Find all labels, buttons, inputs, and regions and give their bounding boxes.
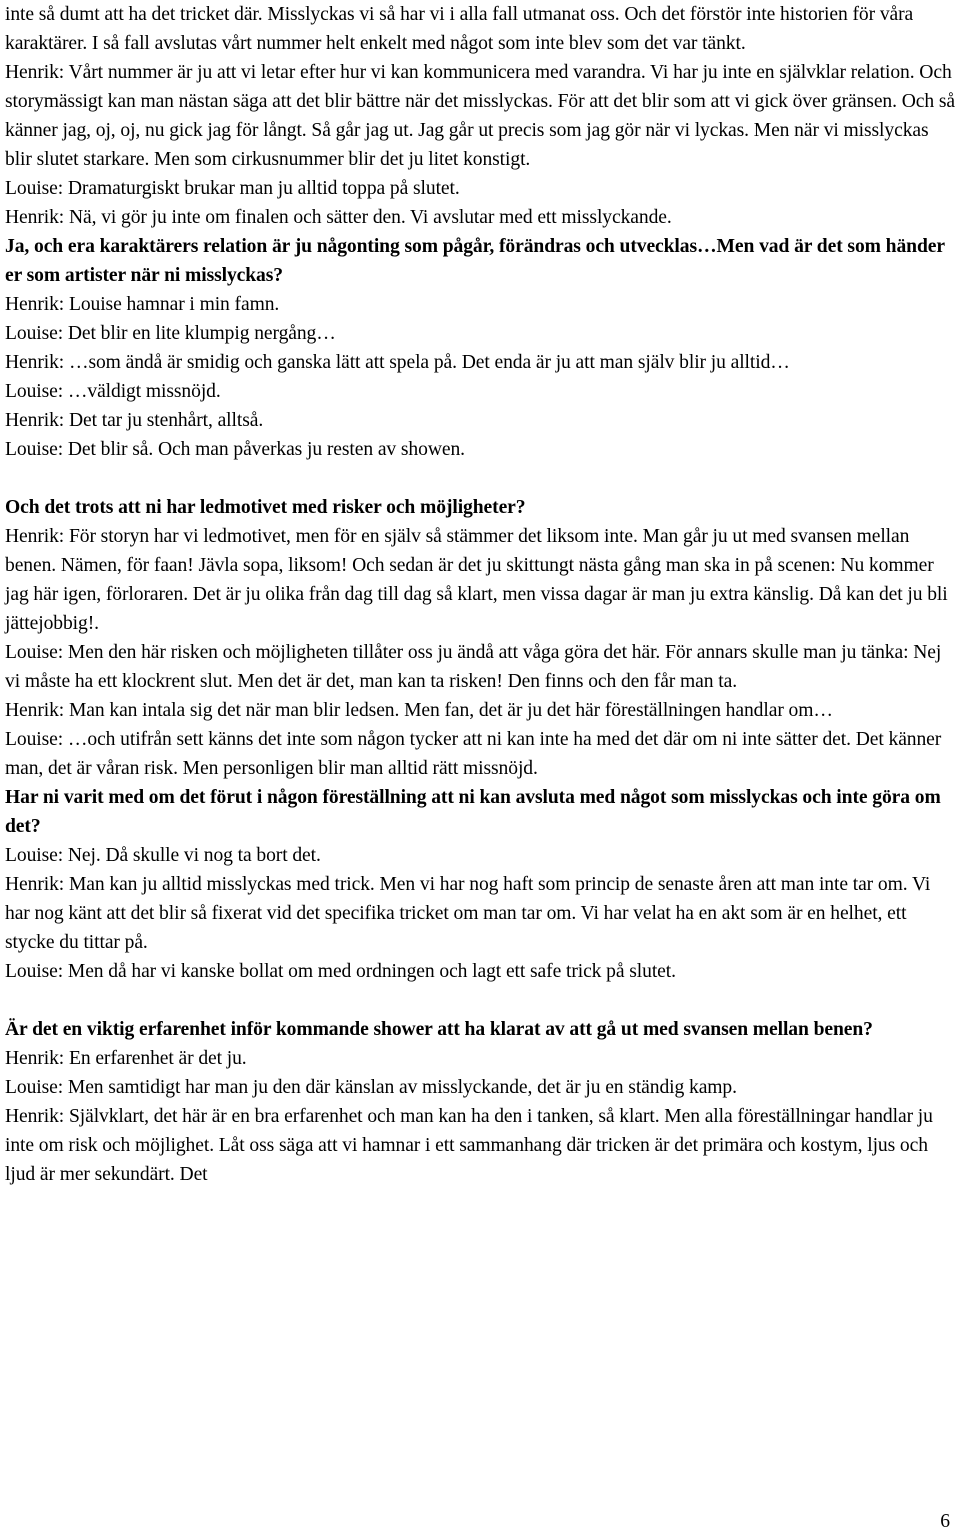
dialogue-line xyxy=(5,319,957,348)
speaker-name: Louise: xyxy=(5,323,64,344)
dialogue-line xyxy=(5,957,957,986)
dialogue-line xyxy=(5,406,957,435)
dialogue-text: Vårt nummer är ju att vi letar efter hur vi kan kommunicera med varandra. Vi har ju inte en självklar relation. Och storymässigt kan man nästan säga att det blir bättre när det misslyckas. För att det blir som att vi gick över gränsen. Och så känner jag, oj, oj, nu gick jag för långt. Så går jag ut. Jag går ut precis som jag gör när vi lyckas. Men när vi misslyckas blir slutet starkare. Men som cirkusnummer blir det ju litet konstigt. xyxy=(5,62,955,170)
dialogue-line xyxy=(5,290,957,319)
dialogue-text: Men samtidigt har man ju den där känslan av misslyckande, det är ju en ständig kamp. xyxy=(63,1077,737,1098)
paragraph-gap xyxy=(5,986,957,1015)
dialogue-line xyxy=(5,696,957,725)
dialogue-text: För storyn har vi ledmotivet, men för en själv så stämmer det liksom inte. Man går ju ut med svansen mellan benen. Nämen, för faan! Jävla sopa, liksom! Och sedan är det ju skittungt nästa gång man ska in på scenen: Nu kommer jag här igen, förloraren. Det är ju olika från dag till dag så klart, men vissa dagar är man ju extra känslig. Då kan det ju bli jättejobbig!. xyxy=(5,526,948,634)
speaker-name: Louise: xyxy=(5,845,64,866)
dialogue-text: Louise hamnar i min famn. xyxy=(64,294,280,315)
speaker-name: Louise: xyxy=(5,729,64,750)
speaker-name: Louise: xyxy=(5,961,64,982)
dialogue-line xyxy=(5,522,957,638)
dialogue-text: …som ändå är smidig och ganska lätt att spela på. Det enda är ju att man själv blir ju alltid… xyxy=(64,352,790,373)
speaker-name: Louise: xyxy=(5,642,64,663)
interview-question: Ja, och era karaktärers relation är ju någonting som pågår, förändras och utvecklas…Men vad är det som händer er som artister när ni misslyckas? xyxy=(5,236,945,286)
speaker-name: Henrik: xyxy=(5,352,65,373)
dialogue-line xyxy=(5,348,957,377)
body-paragraph: inte så dumt att ha det tricket där. Misslyckas vi så har vi i alla fall utmanat oss. Och det förstör inte historien för våra karaktärer. I så fall avslutas vårt nummer helt enkelt med något som inte blev som det var tänkt. xyxy=(5,4,914,54)
dialogue-text: En erfarenhet är det ju. xyxy=(64,1048,247,1069)
dialogue-text: Det blir så. Och man påverkas ju resten av showen. xyxy=(63,439,465,460)
speaker-name: Henrik: xyxy=(5,1106,65,1127)
dialogue-text: Dramaturgiskt brukar man ju alltid toppa på slutet. xyxy=(63,178,460,199)
speaker-name: Henrik: xyxy=(5,874,65,895)
speaker-name: Henrik: xyxy=(5,294,65,315)
speaker-name: Henrik: xyxy=(5,700,65,721)
interview-question: Är det en viktig erfarenhet inför kommande shower att ha klarat av att gå ut med svansen mellan benen? xyxy=(5,1019,873,1040)
dialogue-text: Men då har vi kanske bollat om med ordningen och lagt ett safe trick på slutet. xyxy=(63,961,676,982)
page-number: 6 xyxy=(940,1511,950,1532)
dialogue-line xyxy=(5,870,957,957)
dialogue-text: Man kan intala sig det när man blir ledsen. Men fan, det är ju det här föreställningen handlar om… xyxy=(64,700,833,721)
dialogue-line xyxy=(5,174,957,203)
speaker-name: Henrik: xyxy=(5,62,65,83)
dialogue-line xyxy=(5,58,957,174)
document-body xyxy=(5,0,957,1189)
dialogue-line xyxy=(5,638,957,696)
dialogue-text: Nej. Då skulle vi nog ta bort det. xyxy=(63,845,321,866)
interview-question: Och det trots att ni har ledmotivet med risker och möjligheter? xyxy=(5,497,526,518)
dialogue-text: Nä, vi gör ju inte om finalen och sätter den. Vi avslutar med ett misslyckande. xyxy=(64,207,672,228)
speaker-name: Henrik: xyxy=(5,526,65,547)
interview-question: Har ni varit med om det förut i någon föreställning att ni kan avsluta med något som misslyckas och inte göra om det? xyxy=(5,787,941,837)
speaker-name: Louise: xyxy=(5,178,64,199)
dialogue-text: …väldigt missnöjd. xyxy=(63,381,221,402)
dialogue-text: Självklart, det här är en bra erfarenhet och man kan ha den i tanken, så klart. Men alla föreställningar handlar ju inte om risk och möjlighet. Låt oss säga att vi hamnar i ett sammanhang där tricken är det primära och kostym, ljus och ljud är mer sekundärt. Det xyxy=(5,1106,933,1185)
speaker-name: Louise: xyxy=(5,439,64,460)
speaker-name: Henrik: xyxy=(5,1048,65,1069)
dialogue-line xyxy=(5,1044,957,1073)
speaker-name: Henrik: xyxy=(5,410,65,431)
dialogue-line xyxy=(5,377,957,406)
dialogue-line xyxy=(5,725,957,783)
dialogue-line xyxy=(5,841,957,870)
dialogue-line xyxy=(5,435,957,464)
speaker-name: Louise: xyxy=(5,1077,64,1098)
speaker-name: Louise: xyxy=(5,381,64,402)
paragraph-gap xyxy=(5,464,957,493)
dialogue-text: Man kan ju alltid misslyckas med trick. Men vi har nog haft som princip de senaste åren att man inte tar om. Vi har nog känt att det blir så fixerat vid det specifika tricket om man tar om. Vi har velat ha en akt som är en helhet, ett stycke du tittar på. xyxy=(5,874,931,953)
dialogue-text: …och utifrån sett känns det inte som någon tycker att ni kan inte ha med det där om ni inte sätter det. Det känner man, det är våran risk. Men personligen blir man alltid rätt missnöjd. xyxy=(5,729,942,779)
dialogue-text: Det tar ju stenhårt, alltså. xyxy=(64,410,264,431)
dialogue-line xyxy=(5,1073,957,1102)
dialogue-line xyxy=(5,1102,957,1189)
speaker-name: Henrik: xyxy=(5,207,65,228)
dialogue-line xyxy=(5,203,957,232)
dialogue-text: Det blir en lite klumpig nergång… xyxy=(63,323,336,344)
dialogue-text: Men den här risken och möjligheten tillåter oss ju ändå att våga göra det här. För annars skulle man ju tänka: Nej vi måste ha ett klockrent slut. Men det är det, man kan ta risken! Den finns och den får man ta. xyxy=(5,642,942,692)
